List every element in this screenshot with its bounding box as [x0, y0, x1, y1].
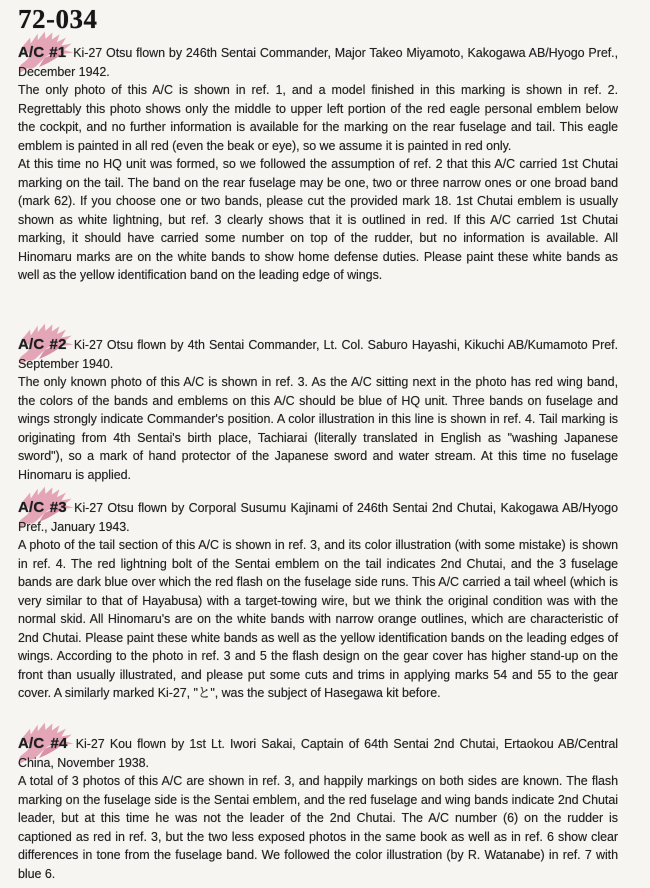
section-headline	[18, 499, 618, 536]
page-title: 72-034	[18, 4, 98, 34]
section-paragraph: At this time no HQ unit was formed, so we followed the assumption of ref. 2 that this A/C carried 1st Chutai marking on the tail. The band on the rear fuselage may be one, two or three narrow ones or one broad band (mark 62). If you choose one or two bands, please cut the provided mark 18. 1st Chutai emblem is usually shown as white lightning, but ref. 3 clearly shows that it is outlined in red. If this A/C carried 1st Chutai marking, it should have carried some number on top of the rudder, but no information is available. All Hinomaru marks are on the white bands to show home defense duties. Please paint these white bands as well as the yellow identification band on the leading edge of wings.	[18, 157, 618, 282]
section-headline	[18, 735, 618, 772]
section-heading-text: Ki-27 Kou flown by 1st Lt. Iwori Sakai, Captain of 64th Sentai 2nd Chutai, Ertaokou AB/Central China, November 1938.	[18, 737, 618, 770]
section-heading-text: Ki-27 Otsu flown by Corporal Susumu Kajinami of 246th Sentai 2nd Chutai, Kakogawa AB/Hyogo Pref., January 1943.	[18, 501, 618, 534]
section-paragraph: A total of 3 photos of this A/C are shown in ref. 3, and happily markings on both sides are known. The flash marking on the fuselage side is the Sentai emblem, and the red fuselage and wing bands indicate 2nd Chutai leader, but at this time he was not the leader of the 2nd Chutai. The A/C number (6) on the rudder is captioned as red in ref. 3, but the two less exposed photos in the same book as well as in ref. 6 show clear differences in tone from the fuselage band. We followed the color illustration (by R. Watanabe) in ref. 7 with blue 6.	[18, 774, 618, 881]
section-heading-text: Ki-27 Otsu flown by 4th Sentai Commander, Lt. Col. Saburo Hayashi, Kikuchi AB/Kumamoto Pref. September 1940.	[18, 338, 618, 371]
section-paragraph: A photo of the tail section of this A/C is shown in ref. 3, and its color illustration (with some mistake) is shown in ref. 4. The red lightning bolt of the Sentai emblem on the tail indicates 2nd Chutai, and the 3 fuselage bands are dark blue over which the red flash on the fuselage side runs. This A/C carried a tail wheel (which is very similar to that of Hayabusa) with a target-towing wire, but we think the original condition was with the normal skid. All Hinomaru's are on the white bands with narrow orange outlines, which are characteristic of 2nd Chutai. Please paint these white bands as well as the yellow identification bands on the leading edges of wings. According to the photo in ref. 3 and 5 the flash design on the gear cover has higher stand-up on the front than usually illustrated, and please put some cuts and trims in applying marks 54 and 55 to the gear cover. A similarly marked Ki-27, "と", was the subject of Hasegawa kit before.	[18, 538, 618, 700]
section-ac-4	[18, 735, 618, 883]
section-paragraph: The only photo of this A/C is shown in ref. 1, and a model finished in this marking is shown in ref. 2. Regrettably this photo shows only the middle to upper left portion of the red eagle personal emblem below the cockpit, and no further information is available for the marking on the rear fuselage and tail. This eagle emblem is painted in all red (even the beak or eye), so we assume it is painted in red only.	[18, 83, 618, 153]
section-paragraph: The only known photo of this A/C is shown in ref. 3. As the A/C sitting next in the photo has red wing band, the colors of the bands and emblems on this A/C should be blue of HQ unit. Three bands on fuselage and wings strongly indicate Commander's position. A color illustration in this line is shown in ref. 4. Tail marking is originating from 4th Sentai's birth place, Tachiarai (literally translated in English as "washing Japanese sword"), so a mark of hand protector of the Japanese sword and water stream. At this time no fuselage Hinomaru is applied.	[18, 375, 618, 482]
section-headline	[18, 44, 618, 81]
section-ac-3	[18, 499, 618, 703]
ac-number-label: A/C #3	[18, 499, 67, 516]
section-ac-1	[18, 44, 618, 285]
section-heading-text: Ki-27 Otsu flown by 246th Sentai Commander, Major Takeo Miyamoto, Kakogawa AB/Hyogo Pref., December 1942.	[18, 46, 618, 79]
section-headline	[18, 336, 618, 373]
ac-number-label: A/C #4	[18, 735, 68, 752]
ac-number-label: A/C #1	[18, 44, 67, 61]
section-ac-2	[18, 336, 618, 484]
ac-number-label: A/C #2	[18, 336, 67, 353]
